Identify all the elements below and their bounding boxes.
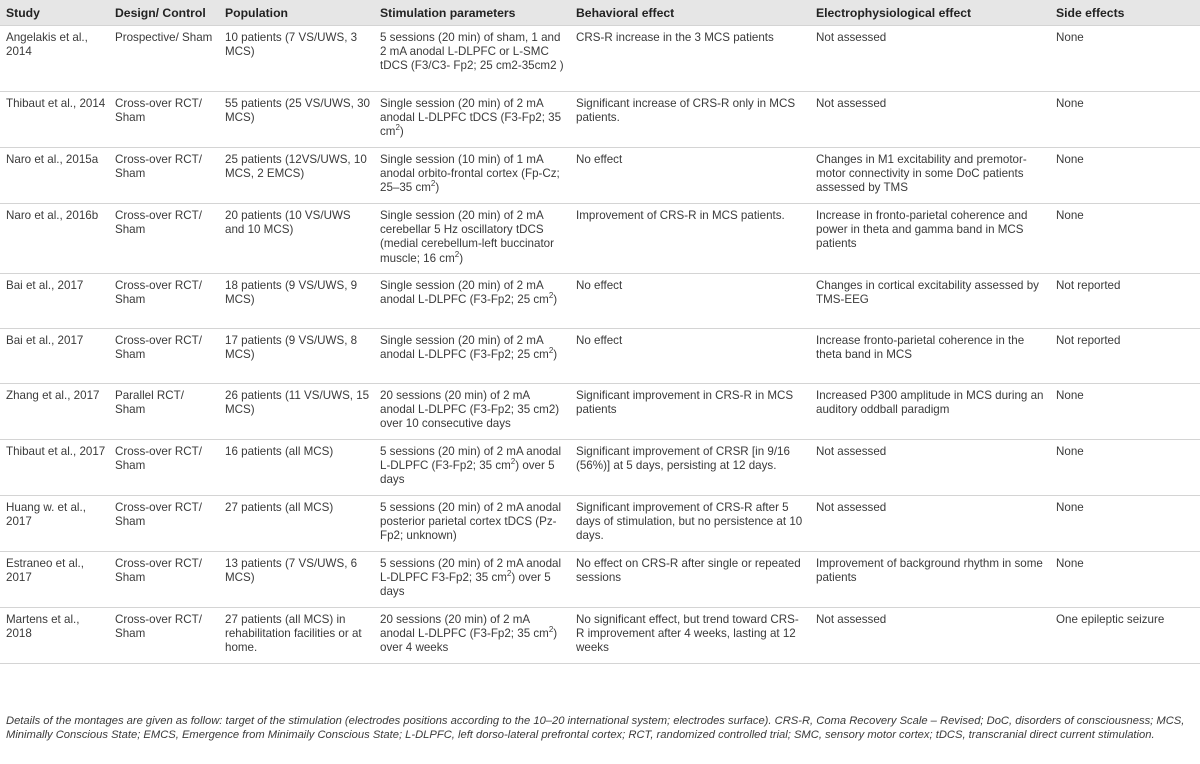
cell-design: Cross-over RCT/ Sham [115,501,202,529]
cell-behavioral: Significant improvement in CRS-R in MCS patients [576,389,794,417]
cell-study: Estraneo et al., 2017 [6,557,84,585]
cell-population: 17 patients (9 VS/UWS, 8 MCS) [225,334,358,362]
stimulation-after: ) over 5 days [380,571,551,599]
stimulation-sup: 2 [430,179,436,189]
cell-behavioral: Significant improvement of CRSR [in 9/16 (56%)] at 5 days, persisting at 12 days. [576,445,790,473]
stimulation-sup: 2 [510,457,516,467]
stimulation-text: 5 sessions (20 min) of sham, 1 and 2 mA anodal L-DLPFC or L-SMC tDCS (F3/C3- Fp2; 25 cm2-35cm2 ) [380,31,564,73]
cell-population: 10 patients (7 VS/UWS, 3 MCS) [225,31,358,59]
cell-study: Bai et al., 2017 [6,334,84,347]
table-row [0,440,1200,496]
cell-study: Zhang et al., 2017 [6,389,100,402]
stimulation-text: 20 sessions (20 min) of 2 mA anodal L-DLPFC (F3-Fp2; 35 cm2) over 10 consecutive days [380,389,560,431]
cell-population: 27 patients (all MCS) [225,501,334,514]
stimulation-sup: 2 [395,123,400,133]
cell-design: Cross-over RCT/ Sham [115,445,202,473]
cell-electrophysiological: Not assessed [816,501,887,514]
cell-electrophysiological: Not assessed [816,445,887,458]
cell-stimulation [375,496,571,552]
cell-design: Cross-over RCT/ Sham [115,557,202,585]
cell-population: 25 patients (12VS/UWS, 10 MCS, 2 EMCS) [225,153,367,181]
table-row [0,26,1200,92]
table-body [0,26,1200,664]
table-footnote: Details of the montages are given as follow: target of the stimulation (electrodes positions according to the 10–20 international system; electrodes surface). CRS-R, Coma Recovery Scale – Revised; DoC, disorders of consciousness; MCS, Minimally Conscious State; EMCS, Emergence from Minimaily Conscious State; L-DLPFC, left dorso-lateral prefrontal cortex; RCT, randomized controlled trial; SMC, sensory motor cortex; tDCS, transcranial direct current stimulation. [6,715,1185,742]
cell-design: Cross-over RCT/ Sham [115,613,202,641]
stimulation-after: ) [553,293,558,307]
cell-stimulation [375,608,571,664]
cell-population: 20 patients (10 VS/UWS and 10 MCS) [225,209,351,237]
cell-stimulation [375,440,571,496]
table-row [0,92,1200,148]
cell-side-effects: None [1056,445,1084,458]
cell-side-effects: None [1056,557,1084,570]
stimulation-sup: 2 [506,569,512,579]
stimulation-after: ) over 5 days [380,459,555,487]
cell-study: Thibaut et al., 2014 [6,97,106,110]
stimulation-sup: 2 [548,346,554,356]
cell-study: Thibaut et al., 2017 [6,445,106,458]
cell-population: 16 patients (all MCS) [225,445,334,458]
cell-electrophysiological: Increased P300 amplitude in MCS during an auditory oddball paradigm [816,389,1044,417]
cell-design: Prospective/ Sham [115,31,213,44]
cell-stimulation [375,274,571,329]
cell-stimulation [375,384,571,440]
cell-stimulation [375,148,571,204]
cell-side-effects: None [1056,501,1084,514]
cell-side-effects: Not reported [1056,279,1121,292]
header-behavioral: Behavioral effect [576,6,675,20]
table-row [0,552,1200,608]
cell-side-effects: One epileptic seizure [1056,613,1165,626]
cell-side-effects: None [1056,153,1084,166]
cell-side-effects: Not reported [1056,334,1121,347]
header-row [0,0,1200,26]
cell-design: Cross-over RCT/ Sham [115,209,202,237]
cell-population: 18 patients (9 VS/UWS, 9 MCS) [225,279,358,307]
stimulation-text: Single session (20 min) of 2 mA anodal L-DLPFC (F3-Fp2; 25 cm [380,334,549,362]
cell-behavioral: No effect [576,153,623,166]
cell-design: Cross-over RCT/ Sham [115,334,202,362]
cell-stimulation [375,92,571,148]
stimulation-sup: 2 [548,625,554,635]
cell-design: Cross-over RCT/ Sham [115,97,202,125]
cell-design: Parallel RCT/ Sham [115,389,184,417]
cell-stimulation [375,204,571,274]
cell-design: Cross-over RCT/ Sham [115,279,202,307]
cell-electrophysiological: Not assessed [816,613,887,626]
cell-population: 26 patients (11 VS/UWS, 15 MCS) [225,389,370,417]
cell-design: Cross-over RCT/ Sham [115,153,202,181]
stimulation-text: 5 sessions (20 min) of 2 mA anodal L-DLPFC (F3-Fp2; 35 cm [380,445,562,473]
cell-behavioral: CRS-R increase in the 3 MCS patients [576,31,774,44]
cell-stimulation [375,329,571,384]
cell-behavioral: No effect [576,279,623,292]
cell-population: 27 patients (all MCS) in rehabilitation facilities or at home. [225,613,362,655]
stimulation-after: ) [553,348,558,362]
cell-side-effects: None [1056,97,1084,110]
cell-behavioral: No effect on CRS-R after single or repeated sessions [576,557,801,585]
cell-study: Huang w. et al., 2017 [6,501,86,529]
header-stimulation: Stimulation parameters [380,6,516,20]
cell-study: Naro et al., 2015a [6,153,99,166]
stimulation-after: ) [459,251,464,265]
cell-electrophysiological: Improvement of background rhythm in some patients [816,557,1043,585]
cell-electrophysiological: Not assessed [816,97,887,110]
cell-electrophysiological: Changes in cortical excitability assessed by TMS-EEG [816,279,1039,307]
cell-side-effects: None [1056,209,1084,222]
cell-study: Martens et al., 2018 [6,613,80,641]
header-electrophysiological: Electrophysiological effect [816,6,972,20]
cell-electrophysiological: Changes in M1 excitability and premotor-motor connectivity in some DoC patients assessed by TMS [816,153,1027,195]
stimulation-text: Single session (20 min) of 2 mA anodal L-DLPFC tDCS (F3-Fp2; 35 cm [380,97,562,139]
table-row [0,148,1200,204]
cell-stimulation [375,552,571,608]
header-study: Study [6,6,40,20]
cell-population: 55 patients (25 VS/UWS, 30 MCS) [225,97,370,125]
cell-stimulation [375,26,571,92]
header-side-effects: Side effects [1056,6,1125,20]
cell-study: Bai et al., 2017 [6,279,84,292]
cell-behavioral: No significant effect, but trend toward CRS-R improvement after 4 weeks, lasting at 12 weeks [576,613,799,655]
table-row [0,608,1200,664]
stimulation-text: 5 sessions (20 min) of 2 mA anodal L-DLPFC F3-Fp2; 35 cm [380,557,562,585]
header-design: Design/ Control [115,6,206,20]
cell-behavioral: Significant increase of CRS-R only in MCS patients. [576,97,796,125]
stimulation-sup: 2 [454,249,460,259]
cell-study: Naro et al., 2016b [6,209,99,222]
cell-electrophysiological: Increase fronto-parietal coherence in the theta band in MCS [816,334,1025,362]
stimulation-text: 20 sessions (20 min) of 2 mA anodal L-DLPFC (F3-Fp2; 35 cm [380,613,549,641]
cell-study: Angelakis et al., 2014 [6,31,88,59]
cell-behavioral: Significant improvement of CRS-R after 5 days of stimulation, but no persistence at 10 days. [576,501,803,543]
stimulation-text: 5 sessions (20 min) of 2 mA anodal posterior parietal cortex tDCS (Pz-Fp2; unknown) [380,501,562,543]
stimulation-sup: 2 [548,291,554,301]
cell-behavioral: No effect [576,334,623,347]
table-header [0,0,1200,26]
stimulation-after: ) [435,181,440,195]
stimulation-text: Single session (20 min) of 2 mA anodal L-DLPFC (F3-Fp2; 25 cm [380,279,549,307]
table-row [0,496,1200,552]
cell-behavioral: Improvement of CRS-R in MCS patients. [576,209,785,222]
table-row [0,329,1200,384]
cell-electrophysiological: Not assessed [816,31,887,44]
cell-side-effects: None [1056,31,1084,44]
stimulation-after: ) over 4 weeks [380,627,558,655]
table-row [0,384,1200,440]
stimulation-after: ) [399,125,404,139]
table-row [0,274,1200,329]
cell-side-effects: None [1056,389,1084,402]
stimulation-text: Single session (10 min) of 1 mA anodal orbito-frontal cortex (Fp-Cz; 25–35 cm [380,153,560,195]
table-row [0,204,1200,274]
cell-electrophysiological: Increase in fronto-parietal coherence and power in theta and gamma band in MCS patients [816,209,1028,251]
stimulation-text: Single session (20 min) of 2 mA cerebellar 5 Hz oscillatory tDCS (medial cerebellum-left buccinator muscle; 16 cm [380,209,554,265]
cell-population: 13 patients (7 VS/UWS, 6 MCS) [225,557,358,585]
header-population: Population [225,6,288,20]
